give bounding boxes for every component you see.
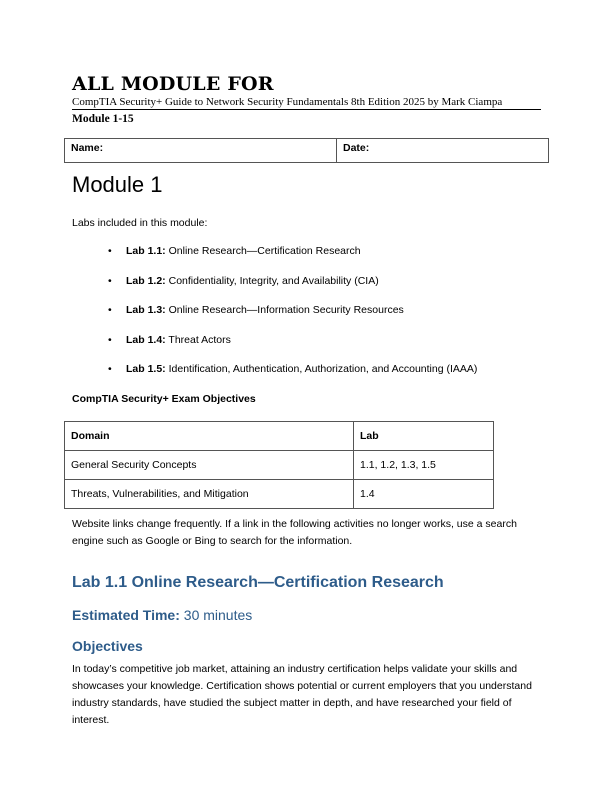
estimated-time-value: 30 minutes [179, 607, 253, 623]
lab-id: Lab 1.4: [126, 333, 166, 346]
domain-cell: Threats, Vulnerabilities, and Mitigation [65, 480, 354, 509]
estimated-time-label: Estimated Time: [72, 607, 180, 623]
objectives-heading: Objectives [72, 638, 143, 654]
lab-cell: 1.1, 1.2, 1.3, 1.5 [354, 451, 494, 480]
list-item [108, 243, 477, 273]
bullet-icon: • [108, 274, 112, 287]
bullet-icon: • [108, 333, 112, 346]
estimated-time [72, 605, 252, 625]
lab-title: Online Research—Information Security Resources [165, 304, 404, 316]
lab-id: Lab 1.2: [126, 274, 166, 287]
bullet-icon: • [108, 363, 112, 375]
objectives-paragraph: In today’s competitive job market, attaining an industry certification helps validate your skills and showcases your knowledge. Certification shows potential or current employers that you understand industry standards, have studied the subject matter in depth, and have researched your field of interest. [72, 663, 532, 726]
lab-title: Online Research—Certification Research [165, 245, 361, 257]
main-title: ALL MODULE FOR [72, 73, 274, 95]
lab-cell: 1.4 [354, 480, 494, 509]
list-item [108, 332, 477, 362]
module-heading: Module 1 [72, 172, 163, 197]
book-subtitle: CompTIA Security+ Guide to Network Security Fundamentals 8th Edition 2025 by Mark Ciampa [72, 96, 503, 108]
bullet-icon: • [108, 245, 112, 257]
lab-id: Lab 1.5: [126, 363, 166, 375]
exam-objectives-caption: CompTIA Security+ Exam Objectives [72, 393, 256, 405]
lab-title: Confidentiality, Integrity, and Availability (CIA) [165, 274, 379, 287]
name-date-box [64, 138, 549, 163]
name-field[interactable]: Name: [65, 139, 337, 162]
lab-list [108, 243, 477, 391]
date-field[interactable]: Date: [343, 142, 370, 154]
list-item [108, 361, 477, 391]
table-row [65, 451, 494, 480]
domain-cell: General Security Concepts [65, 451, 354, 480]
lab-heading: Lab 1.1 Online Research—Certification Research [72, 574, 444, 591]
links-note: Website links change frequently. If a link in the following activities no longer works, use a search engine such as Google or Bing to search for the information. [72, 518, 517, 547]
lab-title: Threat Actors [165, 333, 231, 346]
lab-id: Lab 1.1: [126, 245, 166, 257]
bullet-icon: • [108, 304, 112, 316]
list-item [108, 273, 477, 303]
lab-id: Lab 1.3: [126, 304, 166, 316]
subtitle-divider [72, 109, 541, 110]
exam-objectives-table [64, 421, 494, 509]
domain-header: Domain [65, 422, 354, 451]
table-row [65, 480, 494, 509]
labs-intro: Labs included in this module: [72, 217, 208, 229]
lab-title: Identification, Authentication, Authorization, and Accounting (IAAA) [165, 363, 478, 375]
table-header-row [65, 422, 494, 451]
lab-header: Lab [354, 422, 494, 451]
list-item [108, 302, 477, 332]
module-range: Module 1-15 [72, 113, 134, 125]
